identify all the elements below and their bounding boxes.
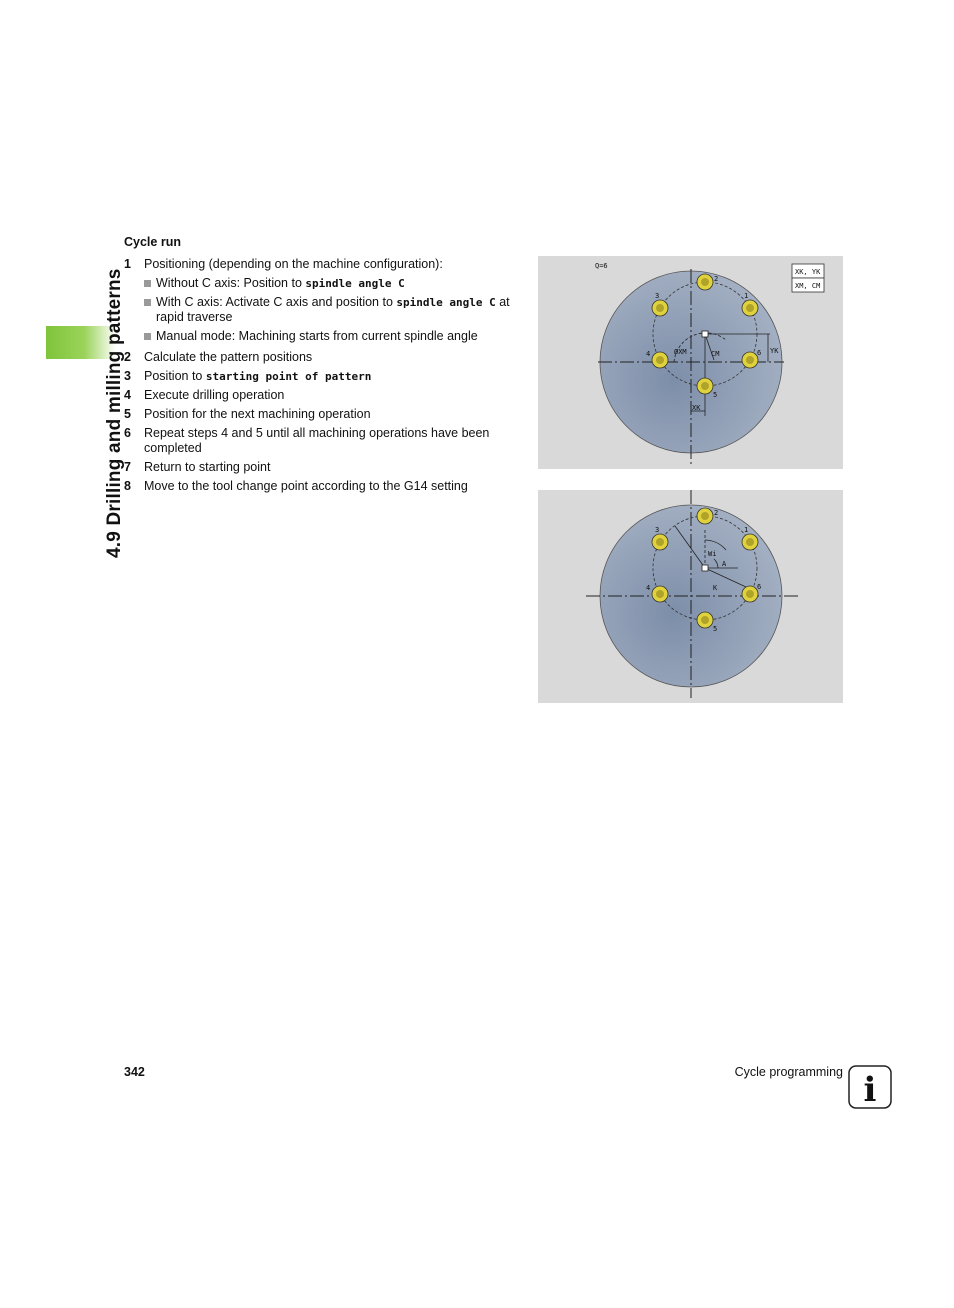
legend-box [792,264,824,292]
step-number: 6 [124,426,131,440]
hole-label: 6 [757,583,762,591]
y-dim-label: YK [770,347,779,355]
hole-label: 3 [655,526,660,534]
square-bullet-icon [144,280,151,287]
square-bullet-icon [144,299,151,306]
legend-polar: XM, CM [795,282,821,290]
hole-label: 5 [713,625,718,633]
sub-item-with-c-axis [144,295,524,325]
step-text: Repeat steps 4 and 5 until all machining operations have been completed [144,426,490,455]
section-heading: Cycle run [124,235,181,249]
hole-label: 6 [757,349,762,357]
sub-item-text: With C axis: Activate C axis and position to [156,295,397,309]
square-bullet-icon [144,333,151,340]
step-text: Positioning (depending on the machine configuration): [144,257,443,271]
hole-label: 4 [646,350,651,358]
step-6 [124,426,524,456]
step-number: 8 [124,479,131,493]
x-dim-label: XK [692,404,701,412]
step-5 [124,407,524,422]
hole-label: 5 [713,391,718,399]
step-text: Position to [144,369,206,383]
sub-item-manual-mode [144,329,524,344]
pattern-center-marker [702,565,708,571]
step-2 [124,350,524,365]
step-1-sublist [144,276,524,344]
a-angle-label: A [722,560,727,568]
step-text: Position for the next machining operation [144,407,371,421]
step-text: Move to the tool change point according to the G14 setting [144,479,468,493]
page-number: 342 [124,1065,145,1079]
step-1 [124,257,524,344]
hole-label: 2 [714,275,719,283]
figure-pattern-angles [538,490,843,703]
pattern-diagram-1 [538,256,843,469]
legend-cartesian: XK, YK [795,268,821,276]
hole-label: 4 [646,584,651,592]
step-7 [124,460,524,475]
step-text: Return to starting point [144,460,271,474]
chapter-title: 4.9 Drilling and milling patterns [104,268,125,558]
step-number: 5 [124,407,131,421]
sub-item-no-c-axis [144,276,524,291]
quantity-label: Q=6 [595,262,608,270]
info-icon [848,1065,892,1109]
step-text: Calculate the pattern positions [144,350,313,364]
sub-item-text: Without C axis: Position to [156,276,306,290]
hole-label: 1 [744,526,749,534]
code-spindle-angle: spindle angle C [396,296,496,309]
step-8 [124,479,524,494]
main-content [124,235,524,498]
step-number: 1 [124,257,131,271]
info-glyph: i [863,1070,877,1109]
w-angle-label: Wi [708,550,717,558]
hole-label: 1 [744,292,749,300]
hole-label: 2 [714,509,719,517]
step-number: 7 [124,460,131,474]
hole-label: 3 [655,292,660,300]
code-spindle-angle: spindle angle C [305,277,405,290]
angle-label: CM [711,350,720,358]
k-dim-label: K [713,584,718,592]
figure-pattern-cartesian [538,256,843,469]
step-3 [124,369,524,384]
code-starting-point: starting point of pattern [205,370,372,383]
step-number: 4 [124,388,131,402]
step-text: Execute drilling operation [144,388,285,402]
sub-item-text-after: at rapid traverse [156,295,510,324]
step-number: 3 [124,369,131,383]
step-4 [124,388,524,403]
diameter-label: ØXM [674,348,687,356]
pattern-center-marker [702,331,708,337]
sub-item-text: Manual mode: Machining starts from current spindle angle [156,329,478,343]
step-number: 2 [124,350,131,364]
pattern-diagram-2 [538,490,843,703]
footer-section-title: Cycle programming [734,1065,843,1079]
